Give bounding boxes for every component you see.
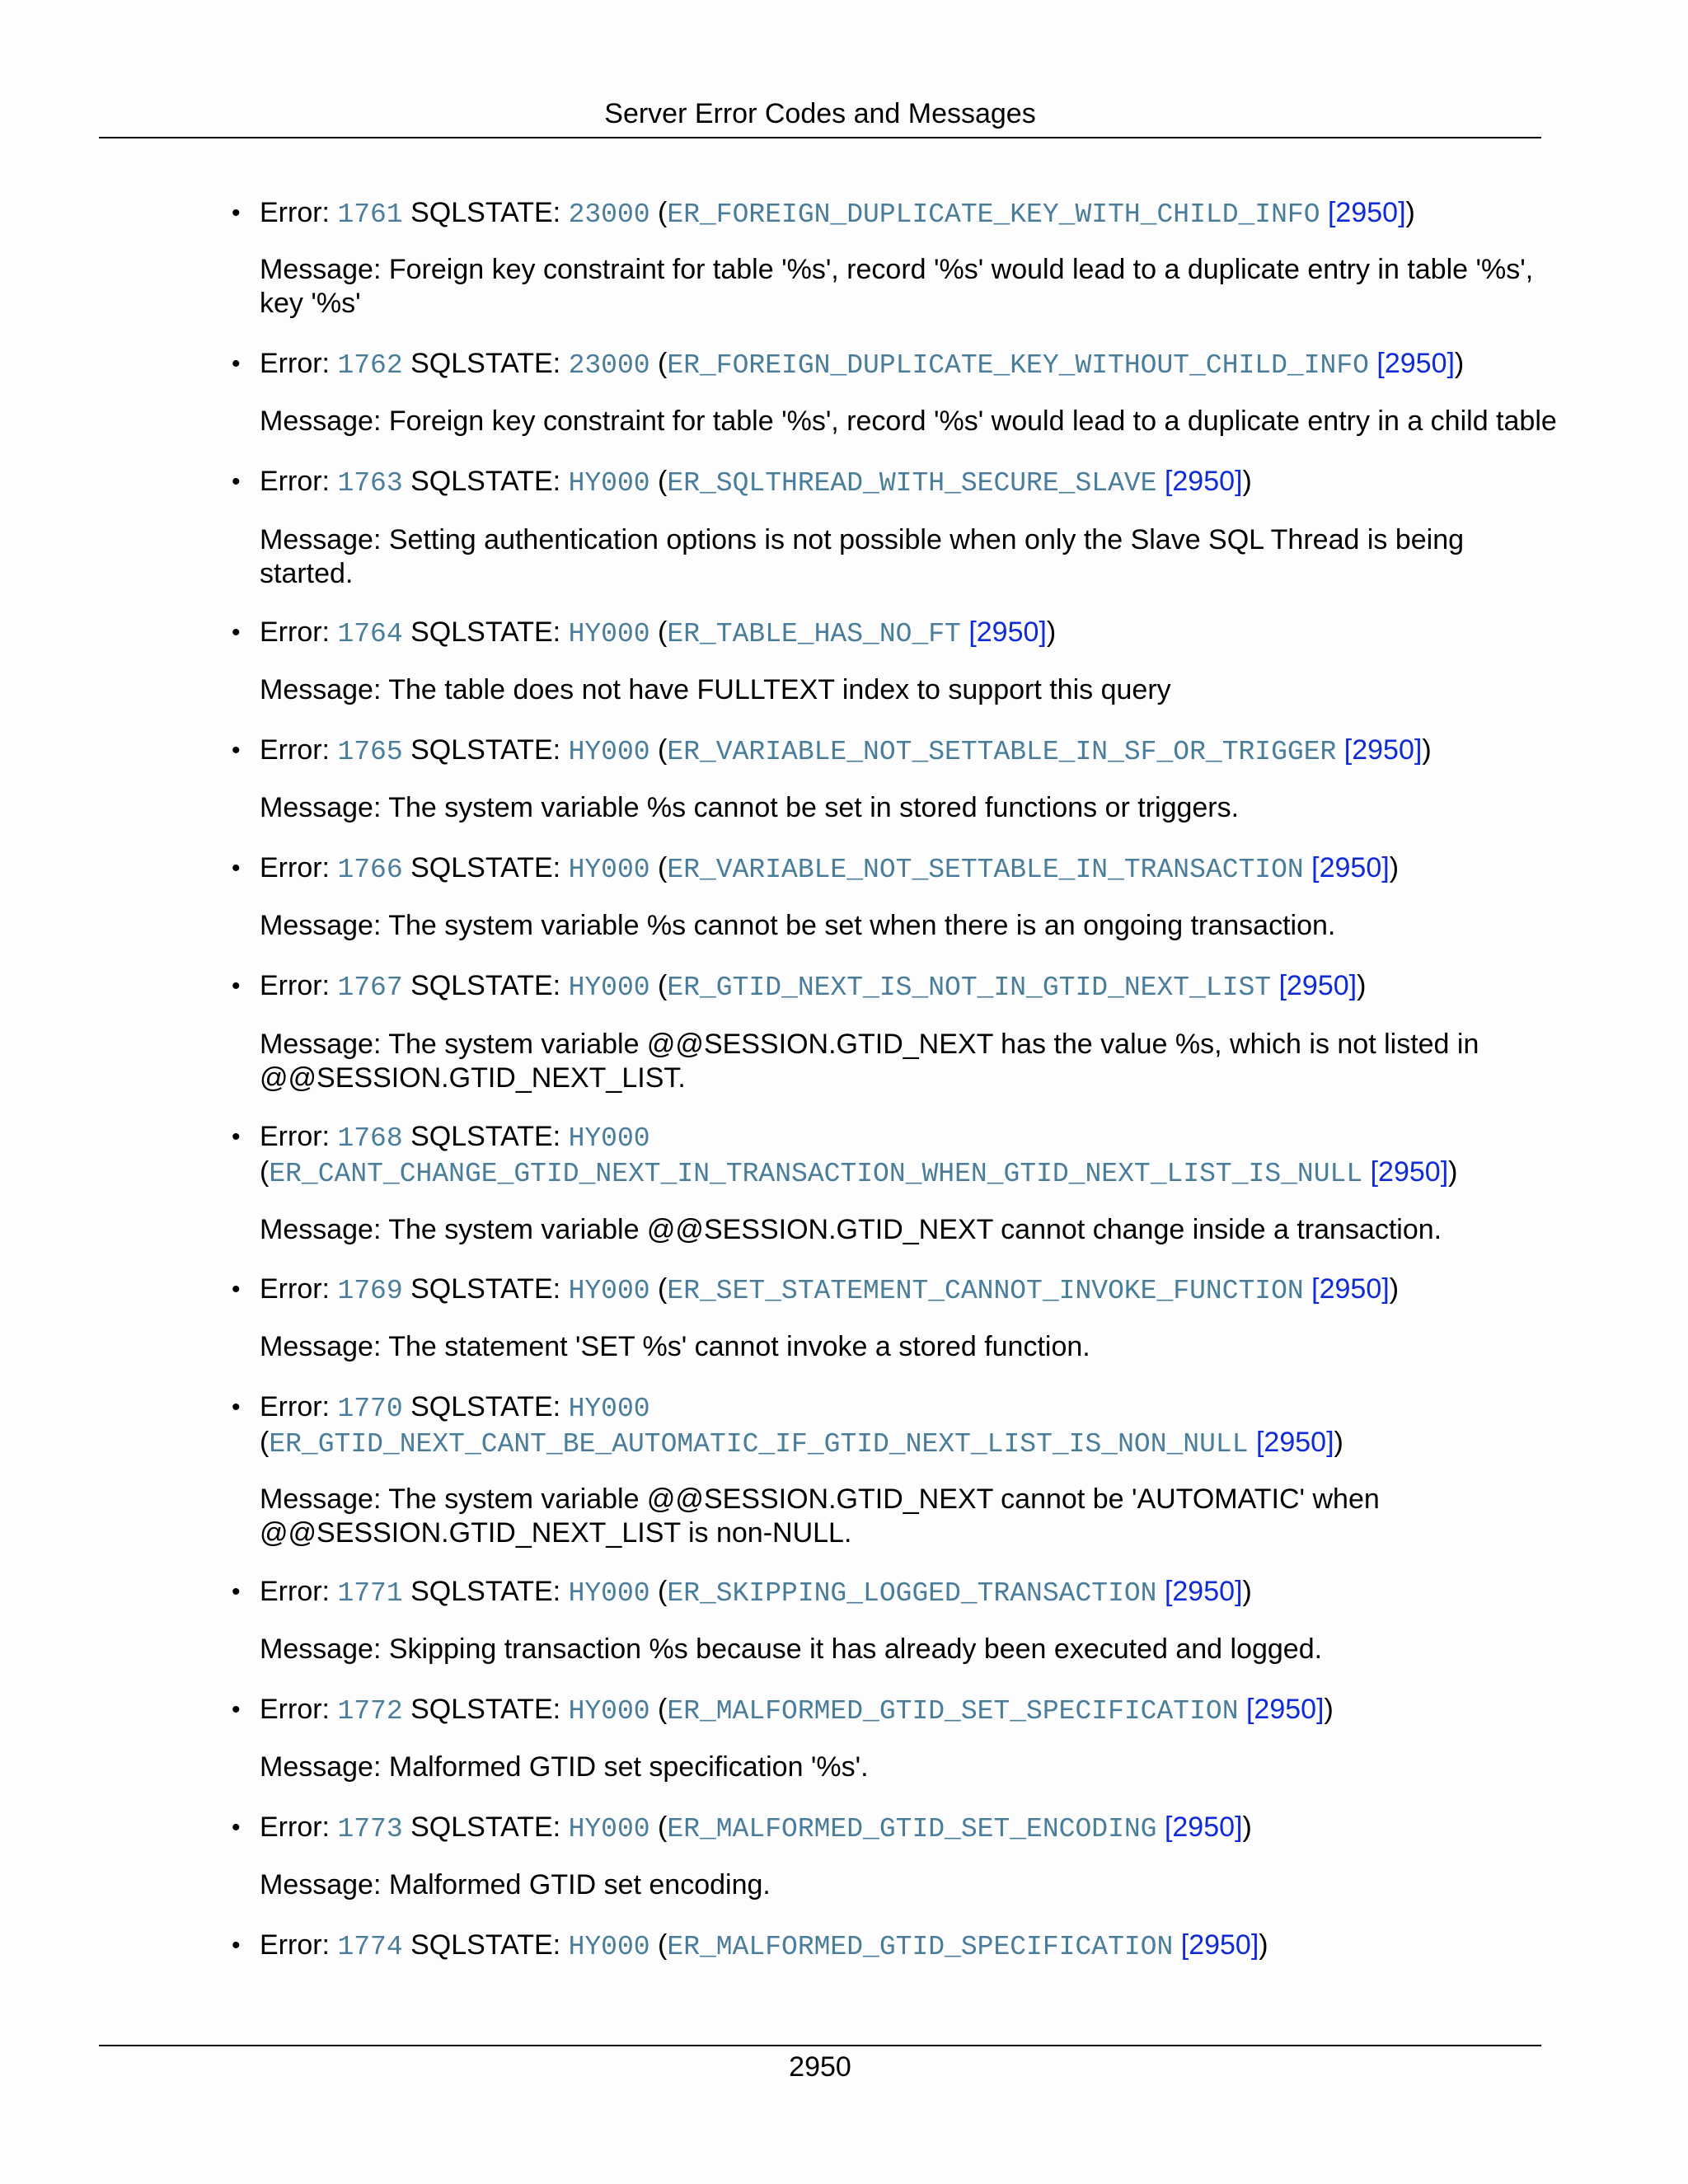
sqlstate-value: HY000 xyxy=(568,1696,650,1727)
error-symbol: ER_SQLTHREAD_WITH_SECURE_SLAVE xyxy=(667,468,1157,499)
error-code: 1769 xyxy=(337,1276,403,1306)
error-message xyxy=(260,1868,1545,1902)
page-ref-link[interactable]: [2950] xyxy=(1376,348,1455,379)
bullet-icon: • xyxy=(232,737,241,764)
sqlstate-label: SQLSTATE: xyxy=(402,1121,569,1152)
list-item xyxy=(232,1390,1545,1461)
error-line: • Error: 1765 SQLSTATE: HY000 (ER_VARIABLE_NOT_SETTABLE_IN_SF_OR_TRIGGER [2950]) xyxy=(232,734,1432,767)
error-message xyxy=(260,1483,1545,1550)
error-label: Error: xyxy=(260,1929,338,1961)
error-label: Error: xyxy=(260,1694,338,1725)
sqlstate-label: SQLSTATE: xyxy=(402,197,569,228)
error-line: • Error: 1764 SQLSTATE: HY000 (ER_TABLE_HAS_NO_FT [2950]) xyxy=(232,616,1057,649)
sqlstate-value: HY000 xyxy=(568,855,650,885)
list-item xyxy=(232,969,1545,1005)
message-text: Malformed GTID set specification '%s'. xyxy=(388,1751,869,1783)
error-symbol: ER_SKIPPING_LOGGED_TRANSACTION xyxy=(667,1578,1157,1609)
error-symbol: ER_FOREIGN_DUPLICATE_KEY_WITHOUT_CHILD_INFO xyxy=(667,350,1369,381)
error-message xyxy=(260,791,1545,825)
bullet-icon: • xyxy=(232,1578,241,1605)
list-item xyxy=(232,1693,1545,1728)
error-symbol: ER_MALFORMED_GTID_SET_SPECIFICATION xyxy=(667,1696,1239,1727)
list-item xyxy=(232,196,1545,232)
error-code: 1771 xyxy=(337,1578,403,1609)
error-line xyxy=(232,1390,1545,1426)
message-text: The table does not have FULLTEXT index to support this query xyxy=(388,674,1171,705)
footer-divider xyxy=(99,2045,1541,2046)
error-message xyxy=(260,253,1545,321)
message-text: Skipping transaction %s because it has already been executed and logged. xyxy=(388,1633,1323,1665)
page-ref-link[interactable]: [2950] xyxy=(968,616,1047,648)
list-item xyxy=(232,1575,1545,1610)
page-ref-link[interactable]: [2950] xyxy=(1311,1273,1390,1305)
bullet-icon: • xyxy=(232,1276,241,1303)
list-item xyxy=(232,465,1545,500)
sqlstate-value: HY000 xyxy=(568,1394,650,1424)
sqlstate-value: HY000 xyxy=(568,1123,650,1154)
error-message xyxy=(260,909,1545,943)
error-code: 1770 xyxy=(337,1394,403,1424)
sqlstate-label: SQLSTATE: xyxy=(402,1273,569,1305)
message-label: Message: xyxy=(260,1869,389,1900)
page-ref-link[interactable]: [2950] xyxy=(1245,1694,1325,1725)
error-code: 1763 xyxy=(337,468,403,499)
list-item xyxy=(232,851,1545,887)
sqlstate-label: SQLSTATE: xyxy=(402,734,569,766)
error-code: 1774 xyxy=(337,1932,403,1962)
sqlstate-value: HY000 xyxy=(568,1932,650,1962)
message-label: Message: xyxy=(260,1029,389,1060)
message-text: Foreign key constraint for table '%s', record '%s' would lead to a duplicate entry in a child table xyxy=(388,405,1557,437)
bullet-icon: • xyxy=(232,855,241,882)
list-item xyxy=(232,347,1545,382)
error-message xyxy=(260,1028,1545,1095)
message-text: The system variable %s cannot be set in stored functions or triggers. xyxy=(388,792,1240,823)
sqlstate-value: HY000 xyxy=(568,972,650,1003)
message-label: Message: xyxy=(260,1214,389,1245)
sqlstate-label: SQLSTATE: xyxy=(402,852,569,883)
error-line xyxy=(232,1120,1545,1155)
message-label: Message: xyxy=(260,792,389,823)
sqlstate-value: 23000 xyxy=(568,199,650,230)
list-item xyxy=(232,1811,1545,1846)
error-code: 1768 xyxy=(337,1123,403,1154)
page-ref-link[interactable]: [2950] xyxy=(1370,1156,1449,1188)
bullet-icon: • xyxy=(232,1932,241,1959)
error-line: • Error: 1774 SQLSTATE: HY000 (ER_MALFORMED_GTID_SPECIFICATION [2950]) xyxy=(232,1929,1268,1962)
error-label: Error: xyxy=(260,197,338,228)
list-item xyxy=(232,616,1545,651)
error-line: • Error: 1761 SQLSTATE: 23000 (ER_FOREIGN_DUPLICATE_KEY_WITH_CHILD_INFO [2950]) xyxy=(232,197,1415,230)
sqlstate-label: SQLSTATE: xyxy=(402,1694,569,1725)
error-label: Error: xyxy=(260,348,338,379)
error-line-continued: (ER_GTID_NEXT_CANT_BE_AUTOMATIC_IF_GTID_NEXT_LIST_IS_NON_NULL [2950]) xyxy=(260,1427,1343,1460)
error-message xyxy=(260,673,1545,707)
bullet-icon: • xyxy=(232,972,241,1000)
error-code: 1762 xyxy=(337,350,403,381)
message-label: Message: xyxy=(260,254,389,285)
error-symbol: ER_SET_STATEMENT_CANNOT_INVOKE_FUNCTION xyxy=(667,1276,1304,1306)
bullet-icon: • xyxy=(232,468,241,495)
page-ref-link[interactable]: [2950] xyxy=(1164,1811,1243,1843)
bullet-icon: • xyxy=(232,619,241,646)
page-ref-link[interactable]: [2950] xyxy=(1278,970,1357,1001)
page-number: 2950 xyxy=(789,2051,851,2083)
sqlstate-label: SQLSTATE: xyxy=(402,1811,569,1843)
sqlstate-label: SQLSTATE: xyxy=(402,1576,569,1607)
bullet-icon: • xyxy=(232,1814,241,1841)
error-symbol: ER_MALFORMED_GTID_SPECIFICATION xyxy=(667,1932,1174,1962)
list-item xyxy=(232,1272,1545,1308)
error-symbol: ER_FOREIGN_DUPLICATE_KEY_WITH_CHILD_INFO xyxy=(667,199,1320,230)
error-line-continued: (ER_CANT_CHANGE_GTID_NEXT_IN_TRANSACTION_WHEN_GTID_NEXT_LIST_IS_NULL [2950]) xyxy=(260,1156,1458,1189)
page-ref-link[interactable]: [2950] xyxy=(1255,1427,1334,1458)
error-code: 1766 xyxy=(337,855,403,885)
error-message xyxy=(260,1330,1545,1364)
message-label: Message: xyxy=(260,674,389,705)
message-text: The system variable @@SESSION.GTID_NEXT cannot be 'AUTOMATIC' when @@SESSION.GTID_NEXT_LIST is non-NULL. xyxy=(260,1483,1380,1549)
error-label: Error: xyxy=(260,1273,338,1305)
sqlstate-label: SQLSTATE: xyxy=(402,466,569,497)
error-code: 1773 xyxy=(337,1814,403,1844)
error-label: Error: xyxy=(260,1121,338,1152)
error-label: Error: xyxy=(260,1391,338,1422)
sqlstate-value: HY000 xyxy=(568,1276,650,1306)
error-code: 1767 xyxy=(337,972,403,1003)
page-ref-link[interactable]: [2950] xyxy=(1164,1576,1243,1607)
error-label: Error: xyxy=(260,1811,338,1843)
error-line: • Error: 1769 SQLSTATE: HY000 (ER_SET_STATEMENT_CANNOT_INVOKE_FUNCTION [2950]) xyxy=(232,1273,1400,1306)
error-label: Error: xyxy=(260,734,338,766)
error-symbol: ER_CANT_CHANGE_GTID_NEXT_IN_TRANSACTION_WHEN_GTID_NEXT_LIST_IS_NULL xyxy=(269,1159,1363,1189)
message-text: The statement 'SET %s' cannot invoke a stored function. xyxy=(388,1331,1090,1362)
sqlstate-label: SQLSTATE: xyxy=(402,348,569,379)
message-text: The system variable @@SESSION.GTID_NEXT cannot change inside a transaction. xyxy=(388,1214,1442,1245)
message-label: Message: xyxy=(260,405,389,437)
list-item xyxy=(232,1120,1545,1191)
message-text: The system variable @@SESSION.GTID_NEXT has the value %s, which is not listed in @@SESSION.GTID_NEXT_LIST. xyxy=(260,1029,1479,1094)
bullet-icon: • xyxy=(232,350,241,377)
error-line: • Error: 1771 SQLSTATE: HY000 (ER_SKIPPING_LOGGED_TRANSACTION [2950]) xyxy=(232,1576,1252,1609)
page-ref-link[interactable]: [2950] xyxy=(1311,852,1390,883)
error-label: Error: xyxy=(260,970,338,1001)
error-line: • Error: 1763 SQLSTATE: HY000 (ER_SQLTHREAD_WITH_SECURE_SLAVE [2950]) xyxy=(232,466,1252,499)
error-code: 1761 xyxy=(337,199,403,230)
error-line: • Error: 1766 SQLSTATE: HY000 (ER_VARIABLE_NOT_SETTABLE_IN_TRANSACTION [2950]) xyxy=(232,852,1400,885)
error-line: • Error: 1762 SQLSTATE: 23000 (ER_FOREIGN_DUPLICATE_KEY_WITHOUT_CHILD_INFO [2950]) xyxy=(232,348,1465,381)
message-text: Foreign key constraint for table '%s', record '%s' would lead to a duplicate entry in table '%s', key '%s' xyxy=(260,254,1534,319)
message-label: Message: xyxy=(260,1633,389,1665)
error-code: 1764 xyxy=(337,619,403,649)
page-ref-link[interactable]: [2950] xyxy=(1164,466,1243,497)
error-line: • Error: 1772 SQLSTATE: HY000 (ER_MALFORMED_GTID_SET_SPECIFICATION [2950]) xyxy=(232,1694,1334,1727)
error-message xyxy=(260,1750,1545,1784)
sqlstate-label: SQLSTATE: xyxy=(402,616,569,648)
error-label: Error: xyxy=(260,1576,338,1607)
error-message xyxy=(260,523,1545,591)
list-item xyxy=(232,733,1545,769)
sqlstate-value: HY000 xyxy=(568,619,650,649)
error-symbol: ER_VARIABLE_NOT_SETTABLE_IN_SF_OR_TRIGGER xyxy=(667,737,1337,767)
message-text: Malformed GTID set encoding. xyxy=(388,1869,771,1900)
bullet-icon: • xyxy=(232,1696,241,1723)
error-message xyxy=(260,1633,1545,1666)
bullet-icon: • xyxy=(232,199,241,227)
sqlstate-value: HY000 xyxy=(568,737,650,767)
bullet-icon: • xyxy=(232,1394,241,1421)
message-text: The system variable %s cannot be set when there is an ongoing transaction. xyxy=(388,910,1336,941)
error-code: 1772 xyxy=(337,1696,403,1727)
message-label: Message: xyxy=(260,1483,389,1515)
sqlstate-value: HY000 xyxy=(568,468,650,499)
error-code: 1765 xyxy=(337,737,403,767)
error-label: Error: xyxy=(260,852,338,883)
error-label: Error: xyxy=(260,466,338,497)
message-label: Message: xyxy=(260,524,389,555)
sqlstate-value: 23000 xyxy=(568,350,650,381)
error-symbol: ER_GTID_NEXT_CANT_BE_AUTOMATIC_IF_GTID_NEXT_LIST_IS_NON_NULL xyxy=(269,1429,1249,1460)
error-label: Error: xyxy=(260,616,338,648)
message-label: Message: xyxy=(260,1331,389,1362)
page-ref-link[interactable]: [2950] xyxy=(1327,197,1406,228)
error-line: • Error: 1767 SQLSTATE: HY000 (ER_GTID_NEXT_IS_NOT_IN_GTID_NEXT_LIST [2950]) xyxy=(232,970,1367,1003)
error-symbol: ER_MALFORMED_GTID_SET_ENCODING xyxy=(667,1814,1157,1844)
sqlstate-label: SQLSTATE: xyxy=(402,1929,569,1961)
error-message xyxy=(260,405,1557,438)
error-message xyxy=(260,1213,1545,1247)
message-text: Setting authentication options is not possible when only the Slave SQL Thread is being started. xyxy=(260,524,1465,589)
message-label: Message: xyxy=(260,1751,389,1783)
page-ref-link[interactable]: [2950] xyxy=(1343,734,1423,766)
list-item xyxy=(232,1929,1545,1964)
error-symbol: ER_TABLE_HAS_NO_FT xyxy=(667,619,961,649)
error-symbol: ER_VARIABLE_NOT_SETTABLE_IN_TRANSACTION xyxy=(667,855,1304,885)
page-header: Server Error Codes and Messages xyxy=(604,98,1036,129)
sqlstate-value: HY000 xyxy=(568,1578,650,1609)
page-ref-link[interactable]: [2950] xyxy=(1180,1929,1259,1961)
error-symbol: ER_GTID_NEXT_IS_NOT_IN_GTID_NEXT_LIST xyxy=(667,972,1272,1003)
bullet-icon: • xyxy=(232,1123,241,1151)
sqlstate-label: SQLSTATE: xyxy=(402,1391,569,1422)
sqlstate-label: SQLSTATE: xyxy=(402,970,569,1001)
sqlstate-value: HY000 xyxy=(568,1814,650,1844)
error-line: • Error: 1773 SQLSTATE: HY000 (ER_MALFORMED_GTID_SET_ENCODING [2950]) xyxy=(232,1811,1252,1844)
message-label: Message: xyxy=(260,910,389,941)
